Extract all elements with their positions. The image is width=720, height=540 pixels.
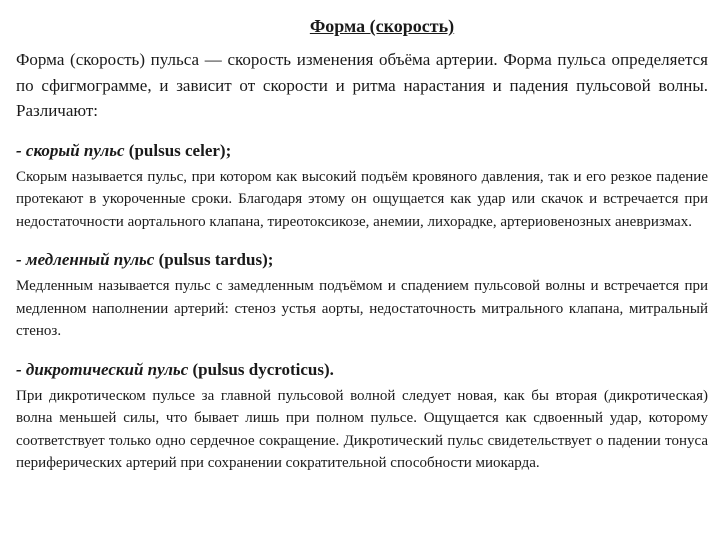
heading-name: дикротический пульс	[25, 359, 189, 379]
heading-name: медленный пульс	[25, 250, 155, 269]
section-tardus	[16, 249, 708, 343]
section-heading	[16, 140, 708, 162]
page-title: Форма (скорость)	[309, 16, 455, 36]
section-dycroticus	[16, 359, 708, 475]
heading-dash: -	[16, 140, 26, 160]
section-heading	[16, 249, 708, 271]
section-heading	[16, 359, 708, 381]
heading-name: скорый пульс	[25, 140, 125, 160]
heading-dash: -	[16, 250, 26, 269]
document-page	[16, 8, 708, 475]
heading-latin: (pulsus tardus);	[154, 250, 274, 269]
heading-latin: (pulsus dycroticus).	[188, 359, 334, 379]
section-text: Скорым называется пульс, при котором как высокий подъём кровяного давления, так и его резкое падение протекают в укороченные сроки. Благодаря этому он ощущается как удар или скачок и встречается при недостаточности аортального клапана, тиреотоксикозе, анемии, лихорадке, артериовенозных аневризмах.	[16, 168, 708, 230]
heading-dash: -	[16, 359, 26, 379]
section-celer	[16, 140, 708, 234]
intro-paragraph: Форма (скорость) пульса — скорость изменения объёма артерии. Форма пульса определяется по сфигмограмме, и зависит от скорости и ритма нарастания и падения пульсовой волны. Различают:	[16, 50, 708, 120]
heading-latin: (pulsus celer);	[124, 140, 232, 160]
section-text: Медленным называется пульс с замедленным подъёмом и спадением пульсовой волны и встречается при медленном наполнении артерий: стеноз устья аорты, недостаточность митрального клапана, митральный стеноз.	[16, 278, 708, 339]
section-text: При дикротическом пульсе за главной пульсовой волной следует новая, как бы вторая (дикротическая) волна меньшей силы, что бывает лишь при полном пульсе. Ощущается как сдвоенный удар, которому соответствует только одно сердечное сокращение. Дикротический пульс свидетельствует о падении тонуса периферических артерий при сохранении сократительной способности миокарда.	[16, 387, 708, 471]
